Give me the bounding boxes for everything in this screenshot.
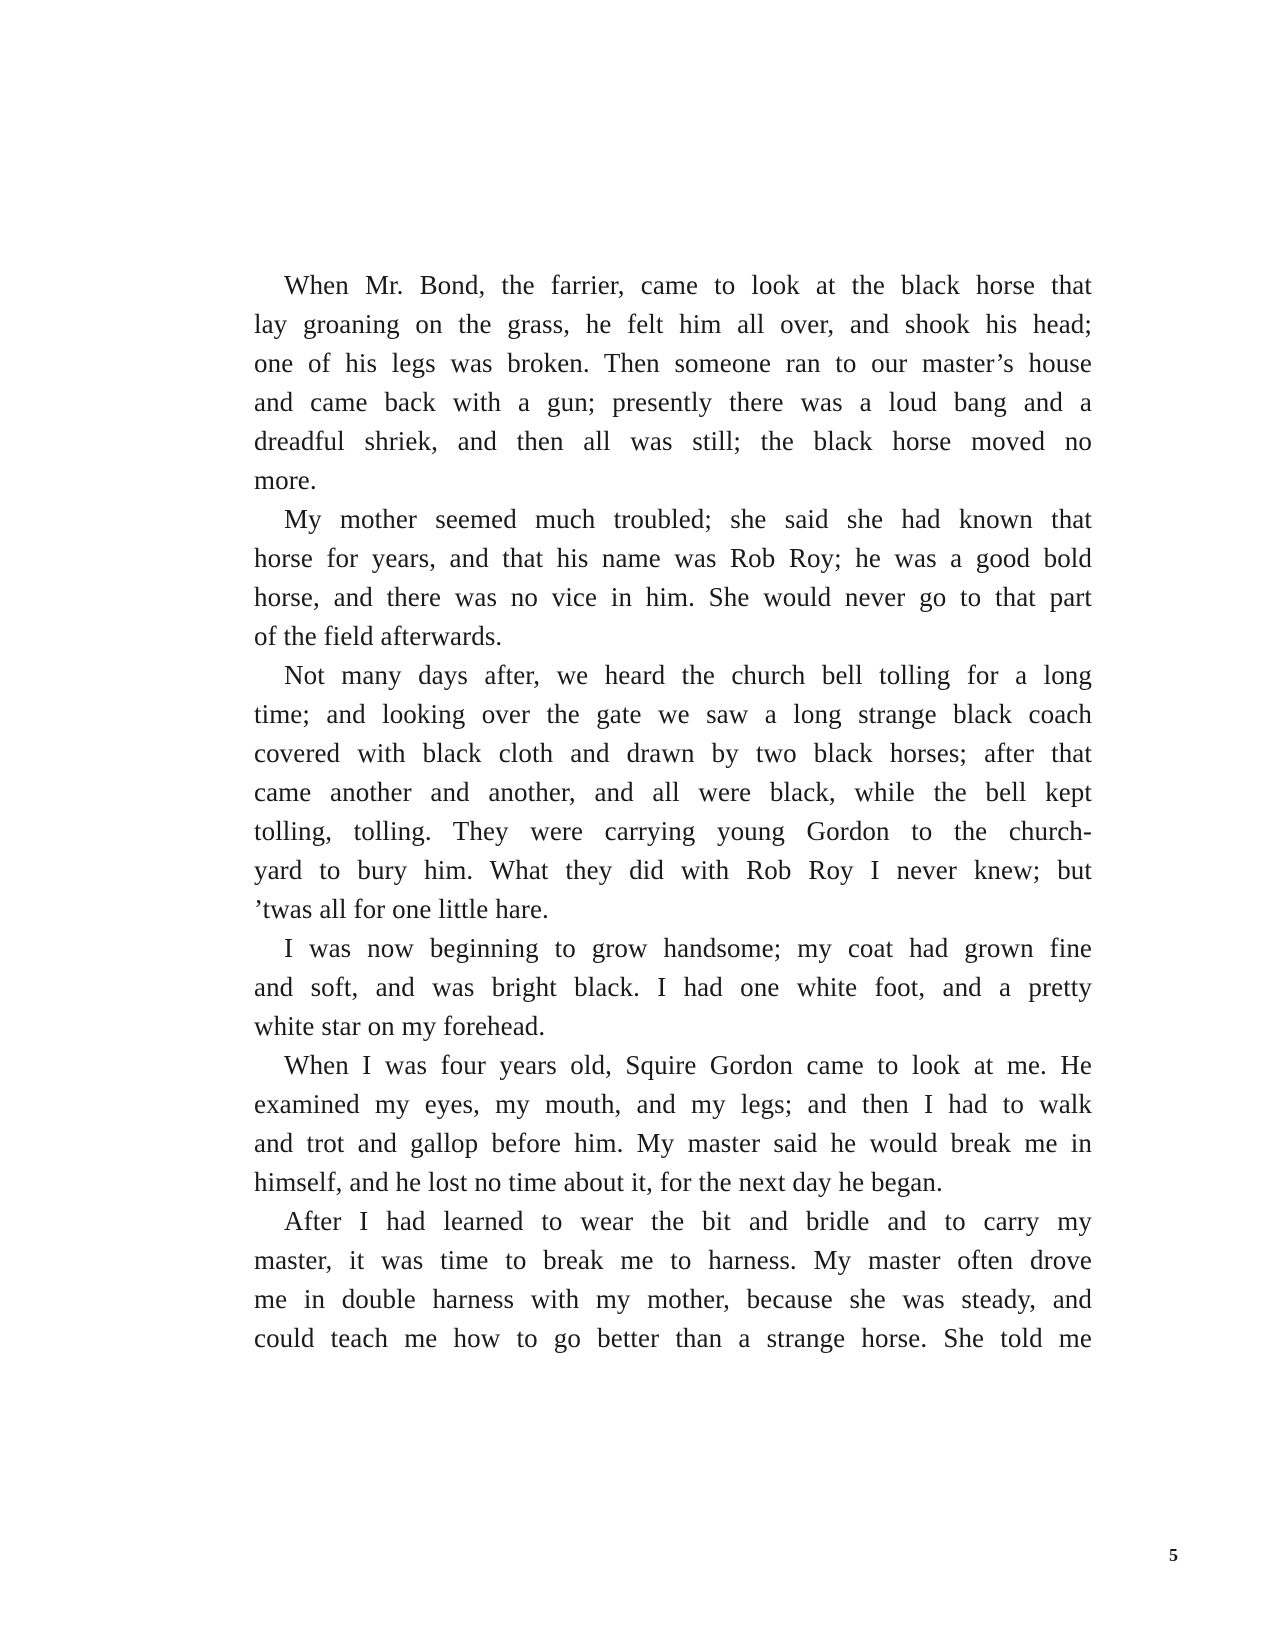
paragraph: [254, 500, 1092, 656]
text-line: examined my eyes, my mouth, and my legs; and then I had to walk: [254, 1089, 1092, 1119]
text-line: After I had learned to wear the bit and bridle and to carry my: [284, 1206, 1092, 1236]
text-line: When I was four years old, Squire Gordon came to look at me. He: [284, 1050, 1092, 1080]
text-line: tolling, tolling. They were carrying young Gordon to the church-: [254, 816, 1092, 846]
text-line: lay groaning on the grass, he felt him all over, and shook his head;: [254, 309, 1092, 339]
text-line: more.: [254, 465, 317, 495]
paragraph: [254, 929, 1092, 1046]
body-text: [254, 266, 1092, 1358]
text-line: When Mr. Bond, the farrier, came to look at the black horse that: [284, 270, 1092, 300]
paragraph: [254, 1202, 1092, 1358]
text-line: dreadful shriek, and then all was still; the black horse moved no: [254, 426, 1092, 456]
text-line: master, it was time to break me to harness. My master often drove: [254, 1245, 1092, 1275]
text-line: ’twas all for one little hare.: [254, 894, 549, 924]
text-line: horse, and there was no vice in him. She would never go to that part: [254, 582, 1092, 612]
text-line: one of his legs was broken. Then someone ran to our master’s house: [254, 348, 1092, 378]
text-line: me in double harness with my mother, because she was steady, and: [254, 1284, 1092, 1314]
text-line: time; and looking over the gate we saw a long strange black coach: [254, 699, 1092, 729]
paragraph: [254, 1046, 1092, 1202]
text-line: I was now beginning to grow handsome; my coat had grown fine: [284, 933, 1092, 963]
text-line: of the field afterwards.: [254, 621, 503, 651]
text-line: and came back with a gun; presently there was a loud bang and a: [254, 387, 1092, 417]
paragraph: [254, 656, 1092, 929]
text-line: white star on my forehead.: [254, 1011, 546, 1041]
paragraph: [254, 266, 1092, 500]
text-line: and soft, and was bright black. I had one white foot, and a pretty: [254, 972, 1092, 1002]
text-line: horse for years, and that his name was Rob Roy; he was a good bold: [254, 543, 1092, 573]
text-line: My mother seemed much troubled; she said she had known that: [284, 504, 1092, 534]
text-line: covered with black cloth and drawn by two black horses; after that: [254, 738, 1092, 768]
text-line: could teach me how to go better than a strange horse. She told me: [254, 1323, 1092, 1353]
text-line: yard to bury him. What they did with Rob Roy I never knew; but: [254, 855, 1092, 885]
text-line: came another and another, and all were black, while the bell kept: [254, 777, 1092, 807]
text-line: and trot and gallop before him. My master said he would break me in: [254, 1128, 1092, 1158]
text-line: himself, and he lost no time about it, for the next day he began.: [254, 1167, 943, 1197]
text-line: Not many days after, we heard the church bell tolling for a long: [284, 660, 1092, 690]
page-number: 5: [1169, 1545, 1178, 1565]
